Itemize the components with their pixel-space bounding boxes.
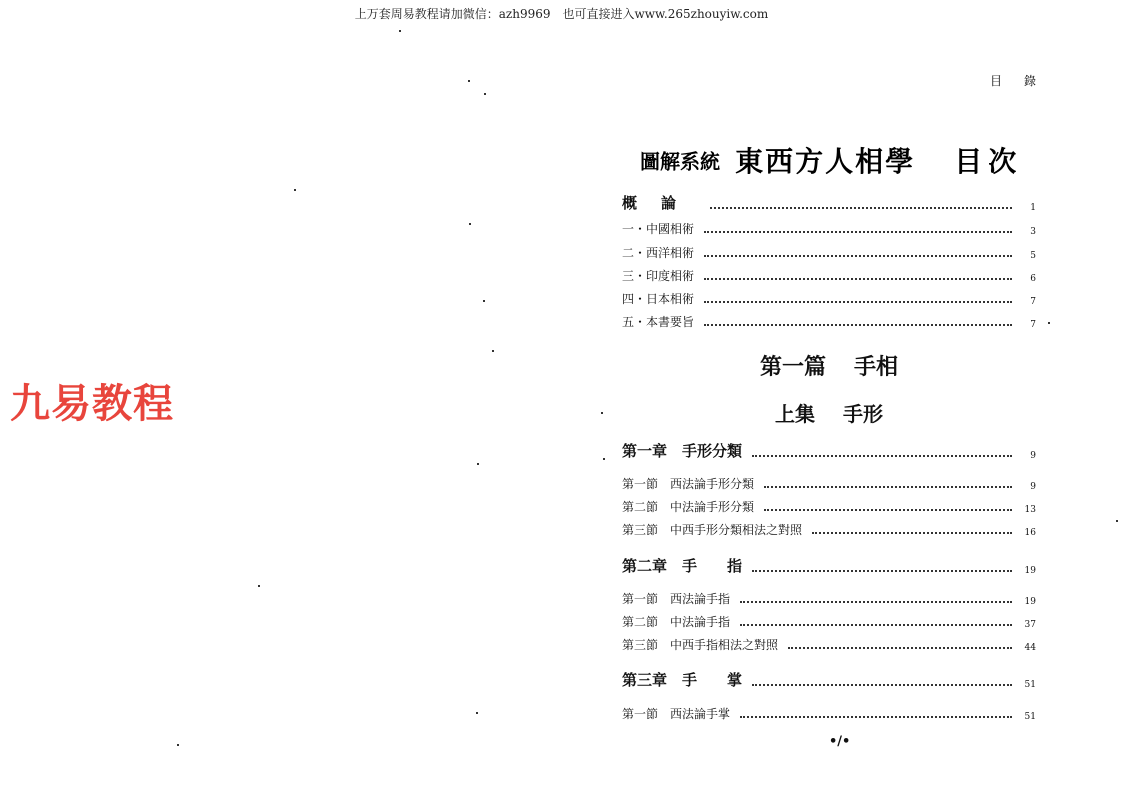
toc-page-number: 13 — [1024, 505, 1036, 515]
toc-page-number: 6 — [1030, 274, 1036, 284]
toc-section[interactable] — [622, 590, 1036, 607]
toc-entry-label: 四・日本相術 — [622, 292, 695, 306]
toc-entry[interactable] — [622, 220, 1036, 237]
dot-leader — [764, 485, 1012, 488]
toc-section[interactable] — [622, 475, 1036, 492]
title-sub: 目次 — [954, 145, 1023, 178]
dot-leader — [812, 531, 1012, 534]
dot-leader — [704, 230, 1012, 233]
toc-entry[interactable] — [622, 267, 1036, 284]
toc-entry-label: 第一節 西法論手指 — [622, 592, 731, 606]
dot-leader — [740, 600, 1012, 603]
toc-entry[interactable] — [622, 244, 1036, 261]
toc-entry-label: 二・西洋相術 — [622, 246, 695, 260]
toc-entry-label: 第二章 手 指 — [622, 557, 743, 575]
toc-chapter[interactable] — [622, 440, 1036, 461]
toc-entry-label: 第三章 手 掌 — [622, 671, 743, 689]
scan-speck — [294, 189, 296, 191]
toc-entry-label: 第三節 中西手形分類相法之對照 — [622, 523, 803, 537]
scan-speck — [399, 30, 401, 32]
scan-speck — [476, 712, 478, 714]
dot-leader — [752, 569, 1012, 572]
toc-page-number: 5 — [1030, 251, 1036, 261]
toc-entry-label: 第二節 中法論手形分類 — [622, 500, 755, 514]
toc-entry-label: 一・中國相術 — [622, 222, 695, 236]
toc-chapter[interactable] — [622, 669, 1036, 690]
part-heading — [622, 350, 1036, 381]
scan-speck — [1048, 322, 1050, 324]
toc-entry-label: 概論 — [622, 194, 701, 212]
toc-page-number: 51 — [1024, 712, 1036, 722]
scan-speck — [468, 80, 470, 82]
toc-section[interactable] — [622, 636, 1036, 653]
toc-page-number: 1 — [1030, 203, 1036, 213]
dot-leader — [764, 508, 1012, 511]
watermark-logo: 九易教程 — [10, 381, 174, 427]
part-number: 第一篇 — [759, 354, 826, 380]
scan-speck — [258, 585, 260, 587]
toc-page-number: 44 — [1024, 643, 1036, 653]
scan-speck — [177, 744, 179, 746]
scan-speck — [469, 223, 471, 225]
dot-leader — [704, 300, 1012, 303]
toc-page-number: 9 — [1030, 482, 1036, 492]
title-main: 東西方人相學 — [735, 145, 916, 178]
toc-section[interactable] — [622, 498, 1036, 515]
scan-speck — [601, 412, 603, 414]
toc-entry[interactable] — [622, 290, 1036, 307]
toc-page-number: 9 — [1030, 451, 1036, 461]
volume-heading — [622, 398, 1036, 427]
toc-entry-label: 三・印度相術 — [622, 269, 695, 283]
dot-leader — [704, 323, 1012, 326]
toc-section[interactable] — [622, 521, 1036, 538]
scan-speck — [477, 463, 479, 465]
dot-leader — [752, 454, 1012, 457]
toc-page-number: 16 — [1024, 528, 1036, 538]
toc-page-number: 7 — [1030, 297, 1036, 307]
title-series: 圖解系統 — [640, 149, 720, 174]
dot-leader — [788, 646, 1012, 649]
dot-leader — [704, 277, 1012, 280]
scan-speck — [483, 300, 485, 302]
toc-entry-label: 第三節 中西手指相法之對照 — [622, 638, 779, 652]
toc-entry-label: 第一節 西法論手形分類 — [622, 477, 755, 491]
scan-speck — [1116, 520, 1118, 522]
dot-leader — [710, 206, 1012, 209]
toc-entry-label: 第二節 中法論手指 — [622, 615, 731, 629]
toc-page-number: 19 — [1024, 597, 1036, 607]
toc-page-number: 51 — [1024, 680, 1036, 690]
dot-leader — [704, 254, 1012, 257]
page-folio: •/• — [829, 734, 851, 749]
toc-section[interactable] — [622, 705, 1036, 722]
running-head: 目錄 — [990, 74, 1059, 88]
volume-name: 手形 — [843, 402, 883, 426]
scan-speck — [492, 350, 494, 352]
toc-entry-label: 第一章 手形分類 — [622, 442, 743, 460]
toc-page-number: 37 — [1024, 620, 1036, 630]
dot-leader — [752, 683, 1012, 686]
scan-speck — [603, 458, 605, 460]
toc-page-number: 3 — [1030, 227, 1036, 237]
toc-entry-label: 第一節 西法論手掌 — [622, 707, 731, 721]
toc-entry-intro[interactable] — [622, 192, 1036, 213]
toc-chapter[interactable] — [622, 555, 1036, 576]
download-banner: 上万套周易教程请加微信：azh9969 也可直接进入www.265zhouyiw.com — [354, 7, 769, 21]
toc-page-number: 19 — [1024, 566, 1036, 576]
dot-leader — [740, 715, 1012, 718]
dot-leader — [740, 623, 1012, 626]
part-name: 手相 — [854, 354, 899, 380]
toc-entry-label: 五・本書要旨 — [622, 315, 695, 329]
toc-section[interactable] — [622, 613, 1036, 630]
toc-page-number: 7 — [1030, 320, 1036, 330]
toc-entry[interactable] — [622, 313, 1036, 330]
book-title — [640, 140, 1040, 180]
scan-speck — [484, 93, 486, 95]
volume-number: 上集 — [775, 402, 815, 426]
